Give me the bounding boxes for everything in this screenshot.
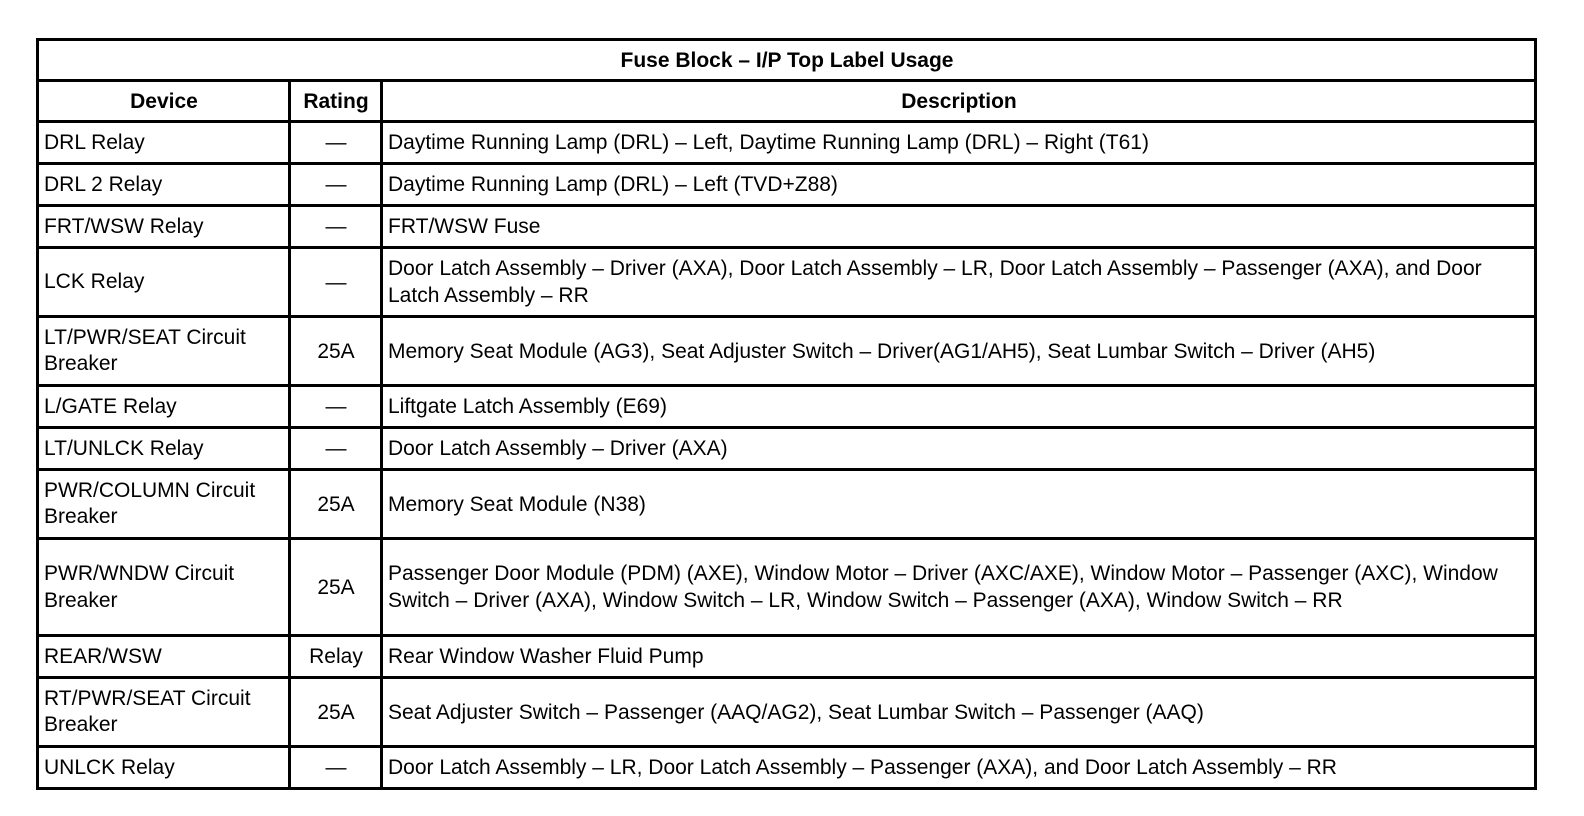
table-row	[38, 122, 1536, 164]
table-row	[38, 470, 1536, 539]
device-cell: LT/PWR/SEAT Circuit Breaker	[38, 317, 290, 386]
table-row	[38, 747, 1536, 789]
description-cell: Memory Seat Module (N38)	[382, 470, 1536, 539]
table-row	[38, 636, 1536, 678]
table-row	[38, 386, 1536, 428]
description-cell: Rear Window Washer Fluid Pump	[382, 636, 1536, 678]
rating-cell: 25A	[290, 470, 382, 539]
document-sheet	[36, 38, 1534, 790]
device-cell: LCK Relay	[38, 248, 290, 317]
device-cell: DRL Relay	[38, 122, 290, 164]
rating-cell: —	[290, 747, 382, 789]
description-cell: Daytime Running Lamp (DRL) – Left, Daytime Running Lamp (DRL) – Right (T61)	[382, 122, 1536, 164]
table-row	[38, 539, 1536, 636]
table-row	[38, 164, 1536, 206]
table-row	[38, 206, 1536, 248]
rating-cell: —	[290, 386, 382, 428]
table-title: Fuse Block – I/P Top Label Usage	[38, 40, 1536, 81]
description-cell: Passenger Door Module (PDM) (AXE), Window Motor – Driver (AXC/AXE), Window Motor – Passenger (AXC), Window Switch – Driver (AXA), Window Switch – LR, Window Switch – Passenger (AXA), Window Switch – RR	[382, 539, 1536, 636]
device-cell: PWR/WNDW Circuit Breaker	[38, 539, 290, 636]
rating-cell: —	[290, 164, 382, 206]
device-cell: RT/PWR/SEAT Circuit Breaker	[38, 678, 290, 747]
table-header-row	[38, 81, 1536, 122]
rating-cell: 25A	[290, 678, 382, 747]
description-cell: FRT/WSW Fuse	[382, 206, 1536, 248]
header-rating: Rating	[290, 81, 382, 122]
device-cell: DRL 2 Relay	[38, 164, 290, 206]
device-cell: FRT/WSW Relay	[38, 206, 290, 248]
table-title-row	[38, 40, 1536, 81]
description-cell: Liftgate Latch Assembly (E69)	[382, 386, 1536, 428]
rating-cell: —	[290, 248, 382, 317]
rating-cell: —	[290, 206, 382, 248]
table-row	[38, 678, 1536, 747]
rating-cell: 25A	[290, 317, 382, 386]
device-cell: PWR/COLUMN Circuit Breaker	[38, 470, 290, 539]
description-cell: Door Latch Assembly – LR, Door Latch Assembly – Passenger (AXA), and Door Latch Assembly – RR	[382, 747, 1536, 789]
table-row	[38, 317, 1536, 386]
rating-cell: 25A	[290, 539, 382, 636]
description-cell: Seat Adjuster Switch – Passenger (AAQ/AG2), Seat Lumbar Switch – Passenger (AAQ)	[382, 678, 1536, 747]
description-cell: Door Latch Assembly – Driver (AXA)	[382, 428, 1536, 470]
description-cell: Daytime Running Lamp (DRL) – Left (TVD+Z88)	[382, 164, 1536, 206]
description-cell: Memory Seat Module (AG3), Seat Adjuster Switch – Driver(AG1/AH5), Seat Lumbar Switch – Driver (AH5)	[382, 317, 1536, 386]
header-description: Description	[382, 81, 1536, 122]
description-cell: Door Latch Assembly – Driver (AXA), Door Latch Assembly – LR, Door Latch Assembly – Passenger (AXA), and Door Latch Assembly – RR	[382, 248, 1536, 317]
device-cell: REAR/WSW	[38, 636, 290, 678]
header-device: Device	[38, 81, 290, 122]
device-cell: UNLCK Relay	[38, 747, 290, 789]
rating-cell: —	[290, 122, 382, 164]
rating-cell: —	[290, 428, 382, 470]
rating-cell: Relay	[290, 636, 382, 678]
table-row	[38, 428, 1536, 470]
device-cell: L/GATE Relay	[38, 386, 290, 428]
fuse-usage-table	[36, 38, 1537, 790]
device-cell: LT/UNLCK Relay	[38, 428, 290, 470]
table-row	[38, 248, 1536, 317]
